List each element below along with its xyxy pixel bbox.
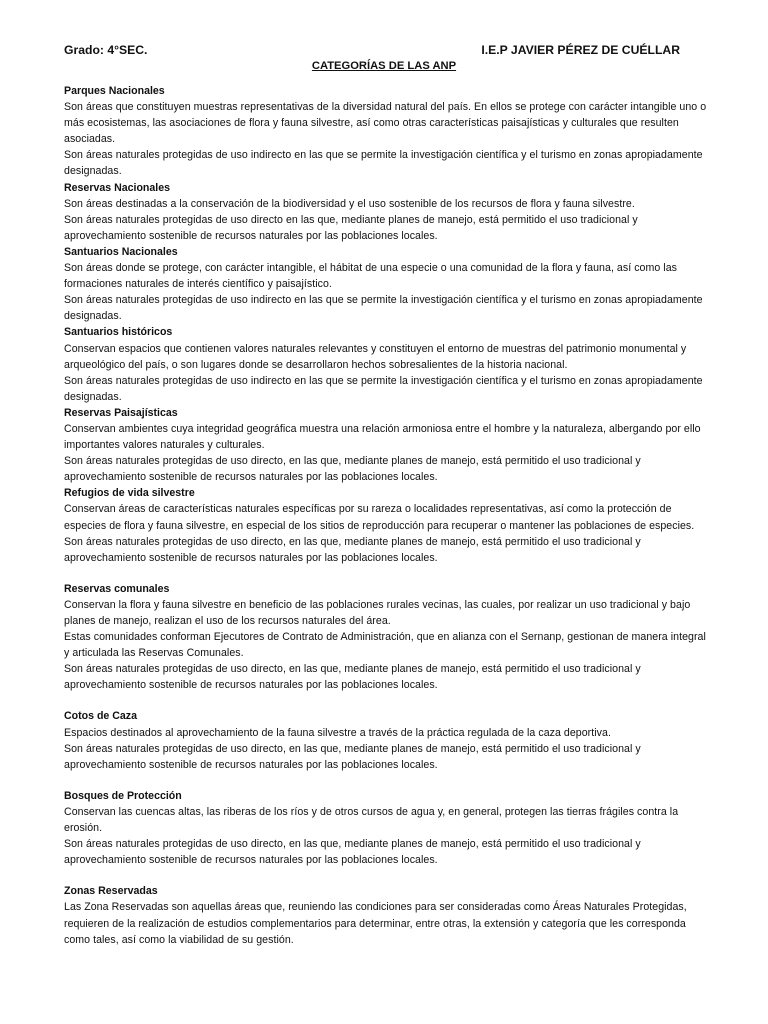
section-heading: Reservas Paisajísticas bbox=[64, 406, 178, 419]
section-paragraph: Conservan espacios que contienen valores naturales relevantes y constituyen el entorno de muestras del patrimonio monumental y arqueológico del país, o son lugares donde se desarrollaron hechos sobresalientes de la historia nacional. bbox=[64, 342, 687, 371]
section-heading: Parques Nacionales bbox=[64, 85, 165, 97]
section-paragraph: Son áreas destinadas a la conservación de la biodiversidad y el uso sostenible de los recursos de flora y fauna silvestre. bbox=[64, 197, 635, 210]
section-santuarios-nacionales bbox=[64, 244, 708, 324]
section-paragraph: Son áreas naturales protegidas de uso directo, en las que, mediante planes de manejo, está permitido el uso tradicional y aprovechamiento sostenible de recursos naturales por las poblaciones locales. bbox=[64, 535, 641, 564]
section-spacer bbox=[64, 773, 708, 788]
section-spacer bbox=[64, 868, 708, 883]
section-paragraph: Conservan áreas de características naturales específicas por su rareza o localidades representativas, así como la protección de especies de flora y fauna silvestre, en especial de los sitios de reproducción para recuperar o mantener las poblaciones de especies. bbox=[64, 503, 695, 532]
section-paragraph: Son áreas naturales protegidas de uso indirecto en las que se permite la investigación científica y el turismo en zonas apropiadamente designadas. bbox=[64, 374, 703, 403]
section-paragraph: Las Zona Reservadas son aquellas áreas que, reuniendo las condiciones para ser consideradas como Áreas Naturales Protegidas, requieren de la realización de estudios complementarios para determinar, entre otras, la extensión y categoría que les corresponda como tales, así como la viabilidad de su gestión. bbox=[64, 901, 687, 946]
section-heading: Reservas comunales bbox=[64, 582, 170, 595]
document-header bbox=[64, 43, 680, 59]
document-body bbox=[64, 83, 708, 948]
section-zonas-reservadas bbox=[64, 883, 708, 947]
section-paragraph: Son áreas donde se protege, con carácter intangible, el hábitat de una especie o una comunidad de la flora y fauna, así como las formaciones naturales de interés científico y paisajístico. bbox=[64, 262, 677, 291]
document-title: CATEGORÍAS DE LAS ANP bbox=[311, 60, 457, 72]
section-heading: Santuarios Nacionales bbox=[64, 245, 178, 258]
section-bosques-de-proteccion bbox=[64, 788, 708, 868]
section-paragraph: Son áreas naturales protegidas de uso indirecto en las que se permite la investigación científica y el turismo en zonas apropiadamente designadas. bbox=[64, 294, 703, 323]
school-name: I.E.P JAVIER PÉREZ DE CUÉLLAR bbox=[481, 43, 680, 57]
section-paragraph: Son áreas naturales protegidas de uso directo, en las que, mediante planes de manejo, está permitido el uso tradicional y aprovechamiento sostenible de recursos naturales por las poblaciones locales. bbox=[64, 663, 641, 692]
section-paragraph: Estas comunidades conforman Ejecutores de Contrato de Administración, que en alianza con el Sernanp, gestionan de manera integral y articulada las Reservas Comunales. bbox=[64, 631, 706, 660]
section-spacer bbox=[64, 566, 708, 581]
section-paragraph: Son áreas naturales protegidas de uso directo, en las que, mediante planes de manejo, está permitido el uso tradicional y aprovechamiento sostenible de recursos naturales por las poblaciones locales. bbox=[64, 455, 641, 484]
section-paragraph: Espacios destinados al aprovechamiento de la fauna silvestre a través de la práctica regulada de la caza deportiva. bbox=[64, 726, 611, 739]
section-paragraph: Son áreas naturales protegidas de uso directo en las que, mediante planes de manejo, está permitido el uso tradicional y aprovechamiento sostenible de recursos naturales por las poblaciones locales. bbox=[64, 213, 638, 242]
section-reservas-nacionales bbox=[64, 180, 708, 244]
section-paragraph: Son áreas que constituyen muestras representativas de la diversidad natural del país. En ellos se protege con carácter intangible uno o más ecosistemas, las asociaciones de flora y fauna silvestre, así como otras características paisajísticas y culturales que resulten asociadas. bbox=[64, 101, 707, 146]
section-heading: Zonas Reservadas bbox=[64, 885, 158, 898]
section-reservas-paisajisticas bbox=[64, 405, 708, 485]
grade-label: Grado: 4°SEC. bbox=[64, 43, 148, 57]
section-heading: Refugios de vida silvestre bbox=[64, 487, 195, 500]
section-reservas-comunales bbox=[64, 581, 708, 694]
section-paragraph: Conservan la flora y fauna silvestre en beneficio de las poblaciones rurales vecinas, las cuales, por realizar un uso tradicional y bajo planes de manejo, realizan el uso de los recursos naturales del área. bbox=[64, 598, 691, 627]
section-heading: Bosques de Protección bbox=[64, 789, 182, 802]
section-spacer bbox=[64, 693, 708, 708]
section-paragraph: Conservan las cuencas altas, las riberas de los ríos y de otros cursos de agua y, en general, protegen las tierras frágiles contra la erosión. bbox=[64, 805, 679, 835]
section-paragraph: Son áreas naturales protegidas de uso directo, en las que, mediante planes de manejo, está permitido el uso tradicional y aprovechamiento sostenible de recursos naturales por las poblaciones locales. bbox=[64, 838, 641, 867]
section-santuarios-historicos bbox=[64, 324, 708, 404]
section-paragraph: Conservan ambientes cuya integridad geográfica muestra una relación armoniosa entre el hombre y la naturaleza, albergando por ello importantes valores naturales y culturales. bbox=[64, 422, 701, 452]
section-parques-nacionales bbox=[64, 83, 708, 180]
section-heading: Reservas Nacionales bbox=[64, 181, 171, 194]
section-heading: Cotos de Caza bbox=[64, 710, 137, 723]
section-paragraph: Son áreas naturales protegidas de uso directo, en las que, mediante planes de manejo, está permitido el uso tradicional y aprovechamiento sostenible de recursos naturales por las poblaciones locales. bbox=[64, 742, 641, 771]
section-refugios-vida-silvestre bbox=[64, 485, 708, 565]
section-heading: Santuarios históricos bbox=[64, 326, 173, 339]
section-paragraph: Son áreas naturales protegidas de uso indirecto en las que se permite la investigación científica y el turismo en zonas apropiadamente designadas. bbox=[64, 149, 703, 178]
section-cotos-de-caza bbox=[64, 708, 708, 772]
